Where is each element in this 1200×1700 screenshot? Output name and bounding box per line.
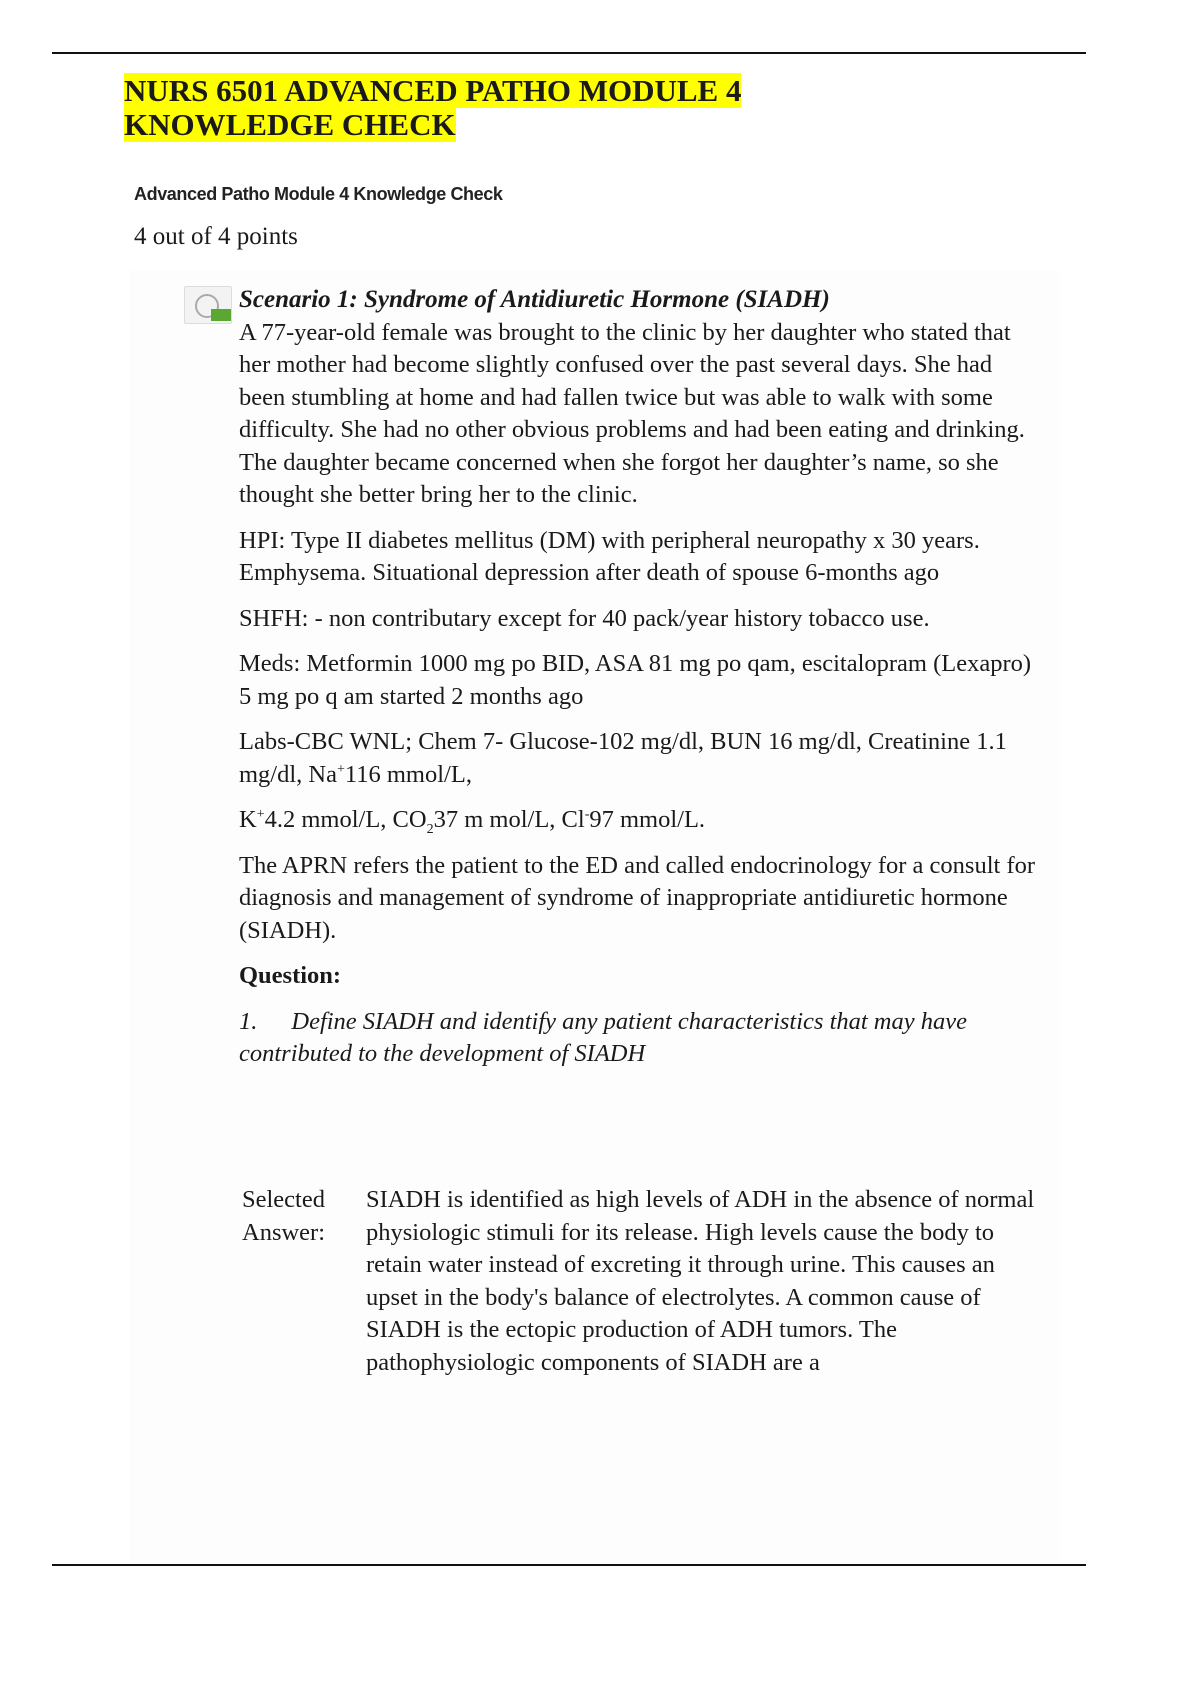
top-rule bbox=[52, 52, 1086, 54]
correct-answer-icon bbox=[184, 286, 232, 324]
labs-text: 97 mmol/L. bbox=[589, 806, 706, 833]
selected-answer-label: Selected Answer: bbox=[242, 1186, 326, 1246]
labs-line-1 bbox=[239, 726, 1039, 791]
sup: - bbox=[584, 806, 590, 822]
hpi: HPI: Type II diabetes mellitus (DM) with peripheral neuropathy x 30 years. Emphysema. Situational depression after death of spouse 6-months ago bbox=[239, 526, 980, 586]
sup: + bbox=[256, 806, 265, 822]
title-text: NURS 6501 ADVANCED PATHO MODULE 4 KNOWLEDGE CHECK bbox=[124, 73, 742, 142]
meds: Meds: Metformin 1000 mg po BID, ASA 81 mg po qam, escitalopram (Lexapro) 5 mg po q am started 2 months ago bbox=[239, 650, 1032, 710]
selected-answer-text: SIADH is identified as high levels of ADH in the absence of normal physiologic stimuli for its release. High levels cause the body to retain water instead of excreting it through urine. This causes an upset in the body's balance of electrolytes. A common cause of SIADH is the ectopic production of ADH tumors. The pathophysiologic components of SIADH are a bbox=[366, 1186, 1035, 1376]
labs-text: K bbox=[239, 806, 257, 833]
bottom-rule bbox=[52, 1564, 1086, 1566]
selected-answer bbox=[242, 1184, 1042, 1379]
question-number: 1. bbox=[239, 1007, 258, 1035]
scenario-text: A 77-year-old female was brought to the clinic by her daughter who stated that her mother had become slightly confused over the past several days. She had been stumbling at home and had fallen twice but was able to walk with some difficulty. She had no other obvious problems and had been eating and drinking. The daughter became concerned when she forgot her daughter’s name, so she thought she better bring her to the clinic. bbox=[239, 318, 1025, 508]
question-body: Define SIADH and identify any patient characteristics that may have contributed to the development of SIADH bbox=[239, 1007, 968, 1067]
scenario-title: Scenario 1: Syndrome of Antidiuretic Hormone (SIADH) bbox=[239, 286, 830, 313]
question-text bbox=[239, 1006, 1039, 1071]
labs-text: Labs-CBC WNL; Chem 7- Glucose-102 mg/dl, BUN 16 mg/dl, Creatinine 1.1 mg/dl, Na bbox=[239, 728, 1007, 788]
sub: 2 bbox=[426, 821, 434, 837]
labs-text: 4.2 mmol/L, CO bbox=[264, 806, 427, 833]
aprn-text: The APRN refers the patient to the ED and called endocrinology for a consult for diagnosis and management of syndrome of inappropriate antidiuretic hormone (SIADH). bbox=[239, 851, 1036, 944]
labs-text: 37 m mol/L, Cl bbox=[433, 806, 585, 833]
score: 4 out of 4 points bbox=[134, 223, 298, 250]
document-title bbox=[124, 74, 954, 142]
shfh: SHFH: - non contributary except for 40 pack/year history tobacco use. bbox=[239, 604, 930, 632]
labs-text: 116 mmol/L, bbox=[344, 760, 472, 788]
sup: + bbox=[337, 761, 345, 777]
question-content bbox=[239, 284, 1039, 1084]
subtitle: Advanced Patho Module 4 Knowledge Check bbox=[134, 184, 503, 204]
labs-line-2 bbox=[239, 804, 1039, 837]
question-label: Question: bbox=[239, 962, 342, 989]
